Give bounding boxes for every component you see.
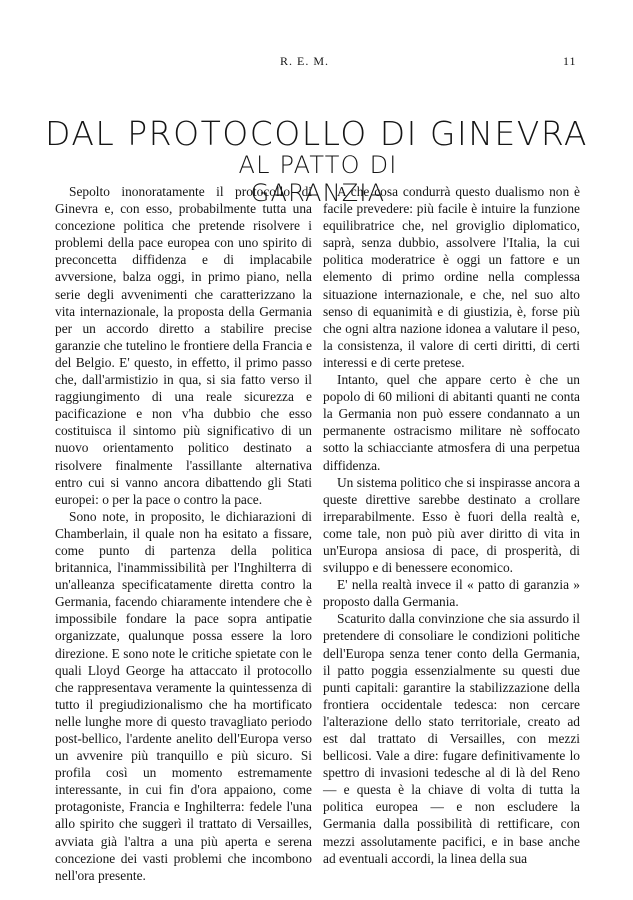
journal-abbreviation: R. E. M.	[280, 54, 330, 68]
paragraph: E' nella realtà invece il « patto di garanzia » proposto dalla Germania.	[323, 577, 580, 610]
paragraph: A che cosa condurrà questo dualismo non è facile prevedere: più facile è intuire la funzione equilibratrice che, nel groviglio diplomatico, saprà, senza dubbio, assolvere l'Italia, la cui politica moderatrice è oggi un fattore e un elemento di primo ordine nella complessa situazione internazionale, e che, nel suo alto senso di equanimità e di giustizia, è, forse più che ogni altra nazione idonea a valutare il peso, la consistenza, il valore di certi diritti, di certi interessi e di certe pretese.	[323, 184, 580, 370]
right-column	[323, 183, 580, 867]
page-number: 11	[563, 54, 577, 68]
article-subtitle: AL PATTO DI GARANZIA	[238, 151, 398, 207]
left-column	[55, 183, 312, 884]
paragraph: Sepolto inonoratamente il protocollo di Ginevra e, con esso, probabilmente tutta una concezione politica che pretende risolvere i problemi della pace europea con uno spirito di preconcetta diffidenza e di implacabile avversione, balza oggi, in primo piano, nella serie degli avvenimenti che caratterizzano la vita internazionale, la proposta della Germania per un accordo diretto a stabilire precise garanzie che tutelino le frontiere della Francia e del Belgio. E' questo, in effetto, il primo passo che, dall'armistizio in qua, si sia fatto verso il raggiungimento di una reale sicurezza e pacificazione e non v'ha dubbio che esso costituisca il sintomo più significativo di un nuovo orientamento politico destinato a risolvere finalmente l'assillante alternativa entro cui si vanno ancora dibattendo gli Stati europei: o per la pace o contro la pace.	[55, 184, 312, 507]
paragraph: Scaturito dalla convinzione che sia assurdo il pretendere di consoliare le condizioni politiche dell'Europa senza tener conto della Germania, il patto poggia essenzialmente su questi due punti capitali: garantire la stabilizzazione della frontiera occidentale tedesca: non cercare l'alterazione dello stato territoriale, creato ad est dal trattato di Versailles, con mezzi bellicosi. Vale a dire: fugare definitivamente lo spettro di invasioni tedesche al di là del Reno — e questa è la chiave di volta di tutta la politica europea — e non escludere la Germania dalla possibilità di rettificare, con mezzi assolutamente pacifici, e in base anche ad eventuali accordi, la linea della sua	[323, 611, 580, 866]
article-title: DAL PROTOCOLLO DI GINEVRA	[44, 114, 588, 153]
paragraph: Sono note, in proposito, le dichiarazioni di Chamberlain, il quale non ha esitato a fissare, come punto di partenza della politica britannica, l'inammissibilità per l'Inghilterra di un'alleanza specificatamente diretta contro la Germania, facendo chiaramente intendere che è impossibile fondare la pace sopra antipatie organizzate, qualunque possa essere la loro direzione. E sono note le critiche spietate con le quali Lloyd George ha attaccato il protocollo che rappresentava veramente la quintessenza di tutto il pregiudizionalismo che ha mortificato nelle lunghe more di questo travagliato periodo post-bellico, l'ardente anelito dell'Europa verso un avvenire più tranquillo e più sicuro. Si profila così un momento estremamente interessante, in cui fin d'ora appaiono, come protagoniste, Francia e Inghilterra: fedele l'una allo spirito che suggerì il trattato di Versailles, avviata già l'altra a una più aperta e serena concezione dei vasti problemi che incombono nell'ora presente.	[55, 508, 312, 883]
paragraph: Intanto, quel che appare certo è che un popolo di 60 milioni di abitanti quanti ne conta la Germania non può essere condannato a un permanente ostracismo militare nè soffocato sotto la schiacciante atmosfera di una perpetua diffidenza.	[323, 372, 580, 473]
paragraph: Un sistema politico che si inspirasse ancora a queste direttive sarebbe destinato a crollare irreparabilmente. Esso è fuori della realtà e, come tale, non può più aver diritto di vita in un'Europa ansiosa di pace, di prosperità, di sviluppo e di benessere economico.	[323, 474, 580, 576]
